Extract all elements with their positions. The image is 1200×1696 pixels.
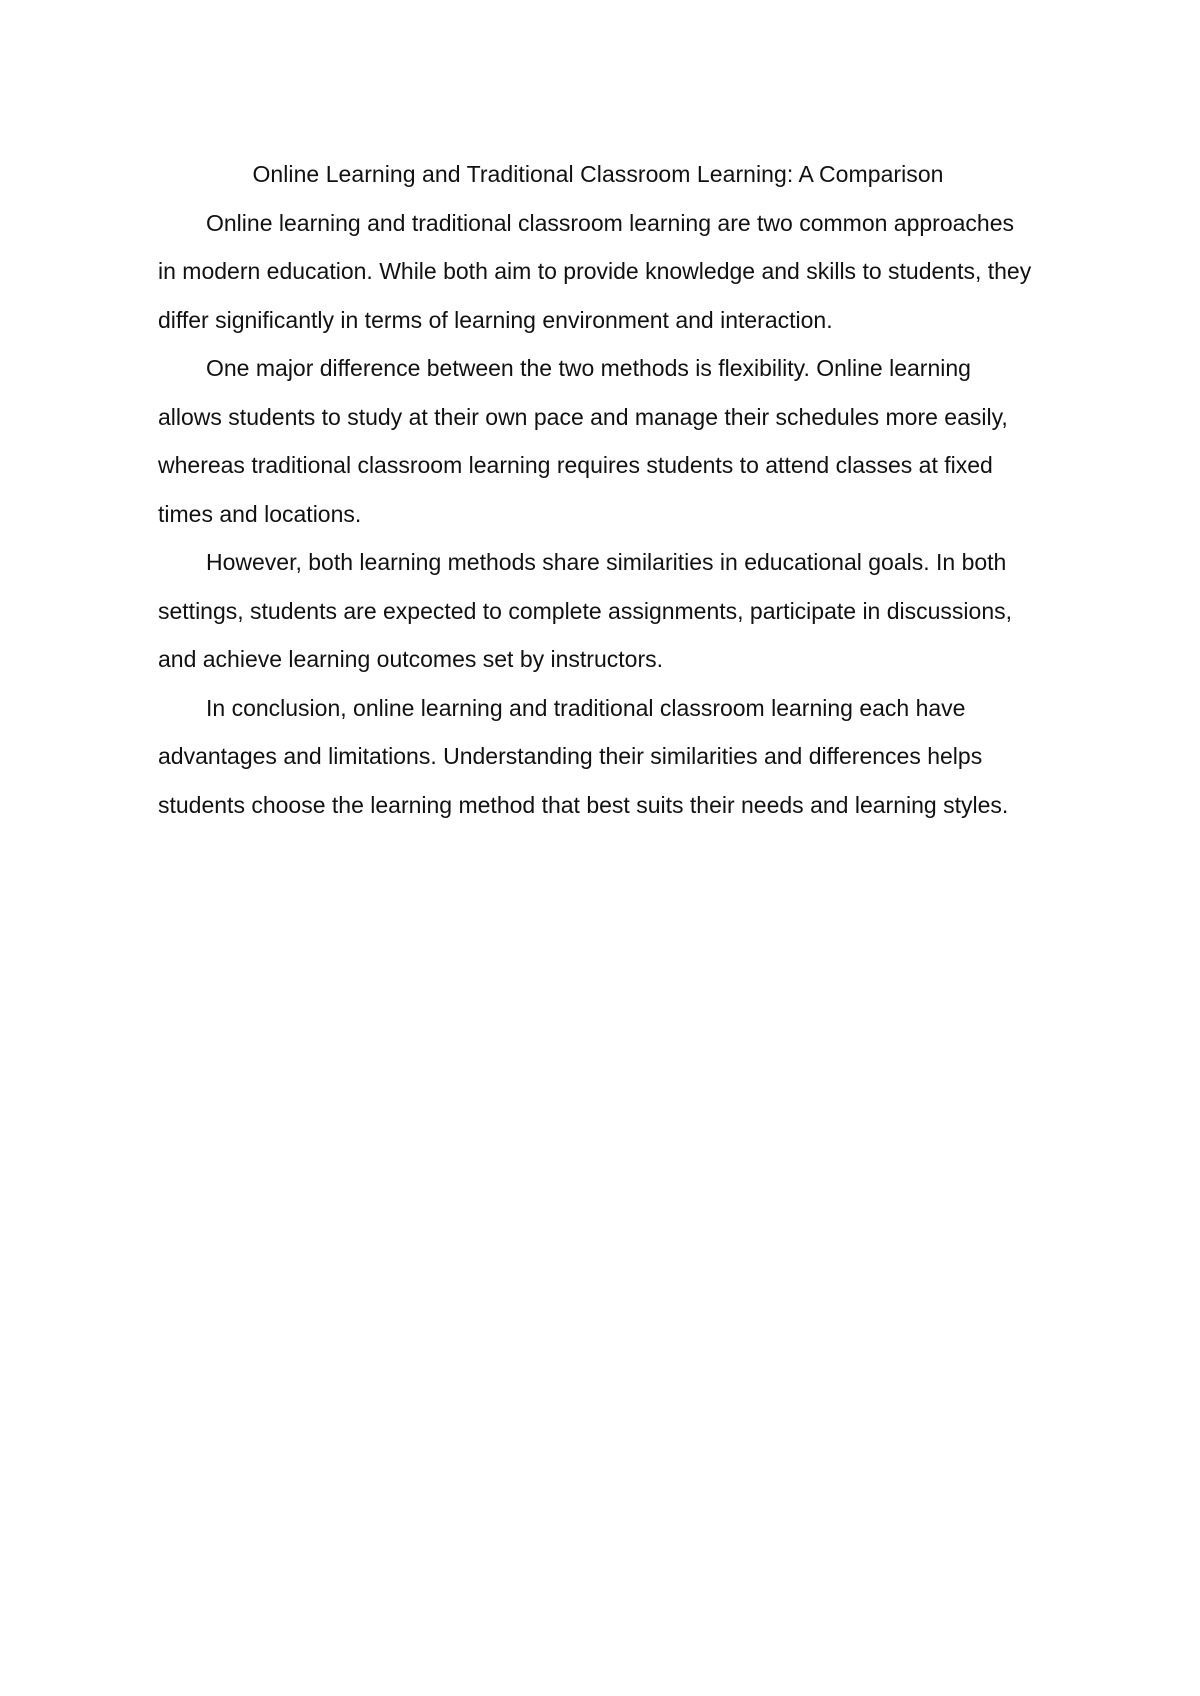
document-body xyxy=(158,150,1038,829)
paragraph-flexibility: One major difference between the two methods is flexibility. Online learning allows students to study at their own pace and manage their schedules more easily, whereas traditional classroom learning requires students to attend classes at fixed times and locations. xyxy=(158,355,1008,527)
paragraph-introduction: Online learning and traditional classroom learning are two common approaches in modern education. While both aim to provide knowledge and skills to students, they differ significantly in terms of learning environment and interaction. xyxy=(158,209,1032,333)
document-title: Online Learning and Traditional Classroom Learning: A Comparison xyxy=(252,161,944,187)
paragraph-similarities: However, both learning methods share similarities in educational goals. In both settings, students are expected to complete assignments, participate in discussions, and achieve learning outcomes set by instructors. xyxy=(158,549,1013,672)
paragraph-conclusion: In conclusion, online learning and traditional classroom learning each have advantages and limitations. Understanding their similarities and differences helps students choose the learning method that best suits their needs and learning styles. xyxy=(158,694,1009,818)
